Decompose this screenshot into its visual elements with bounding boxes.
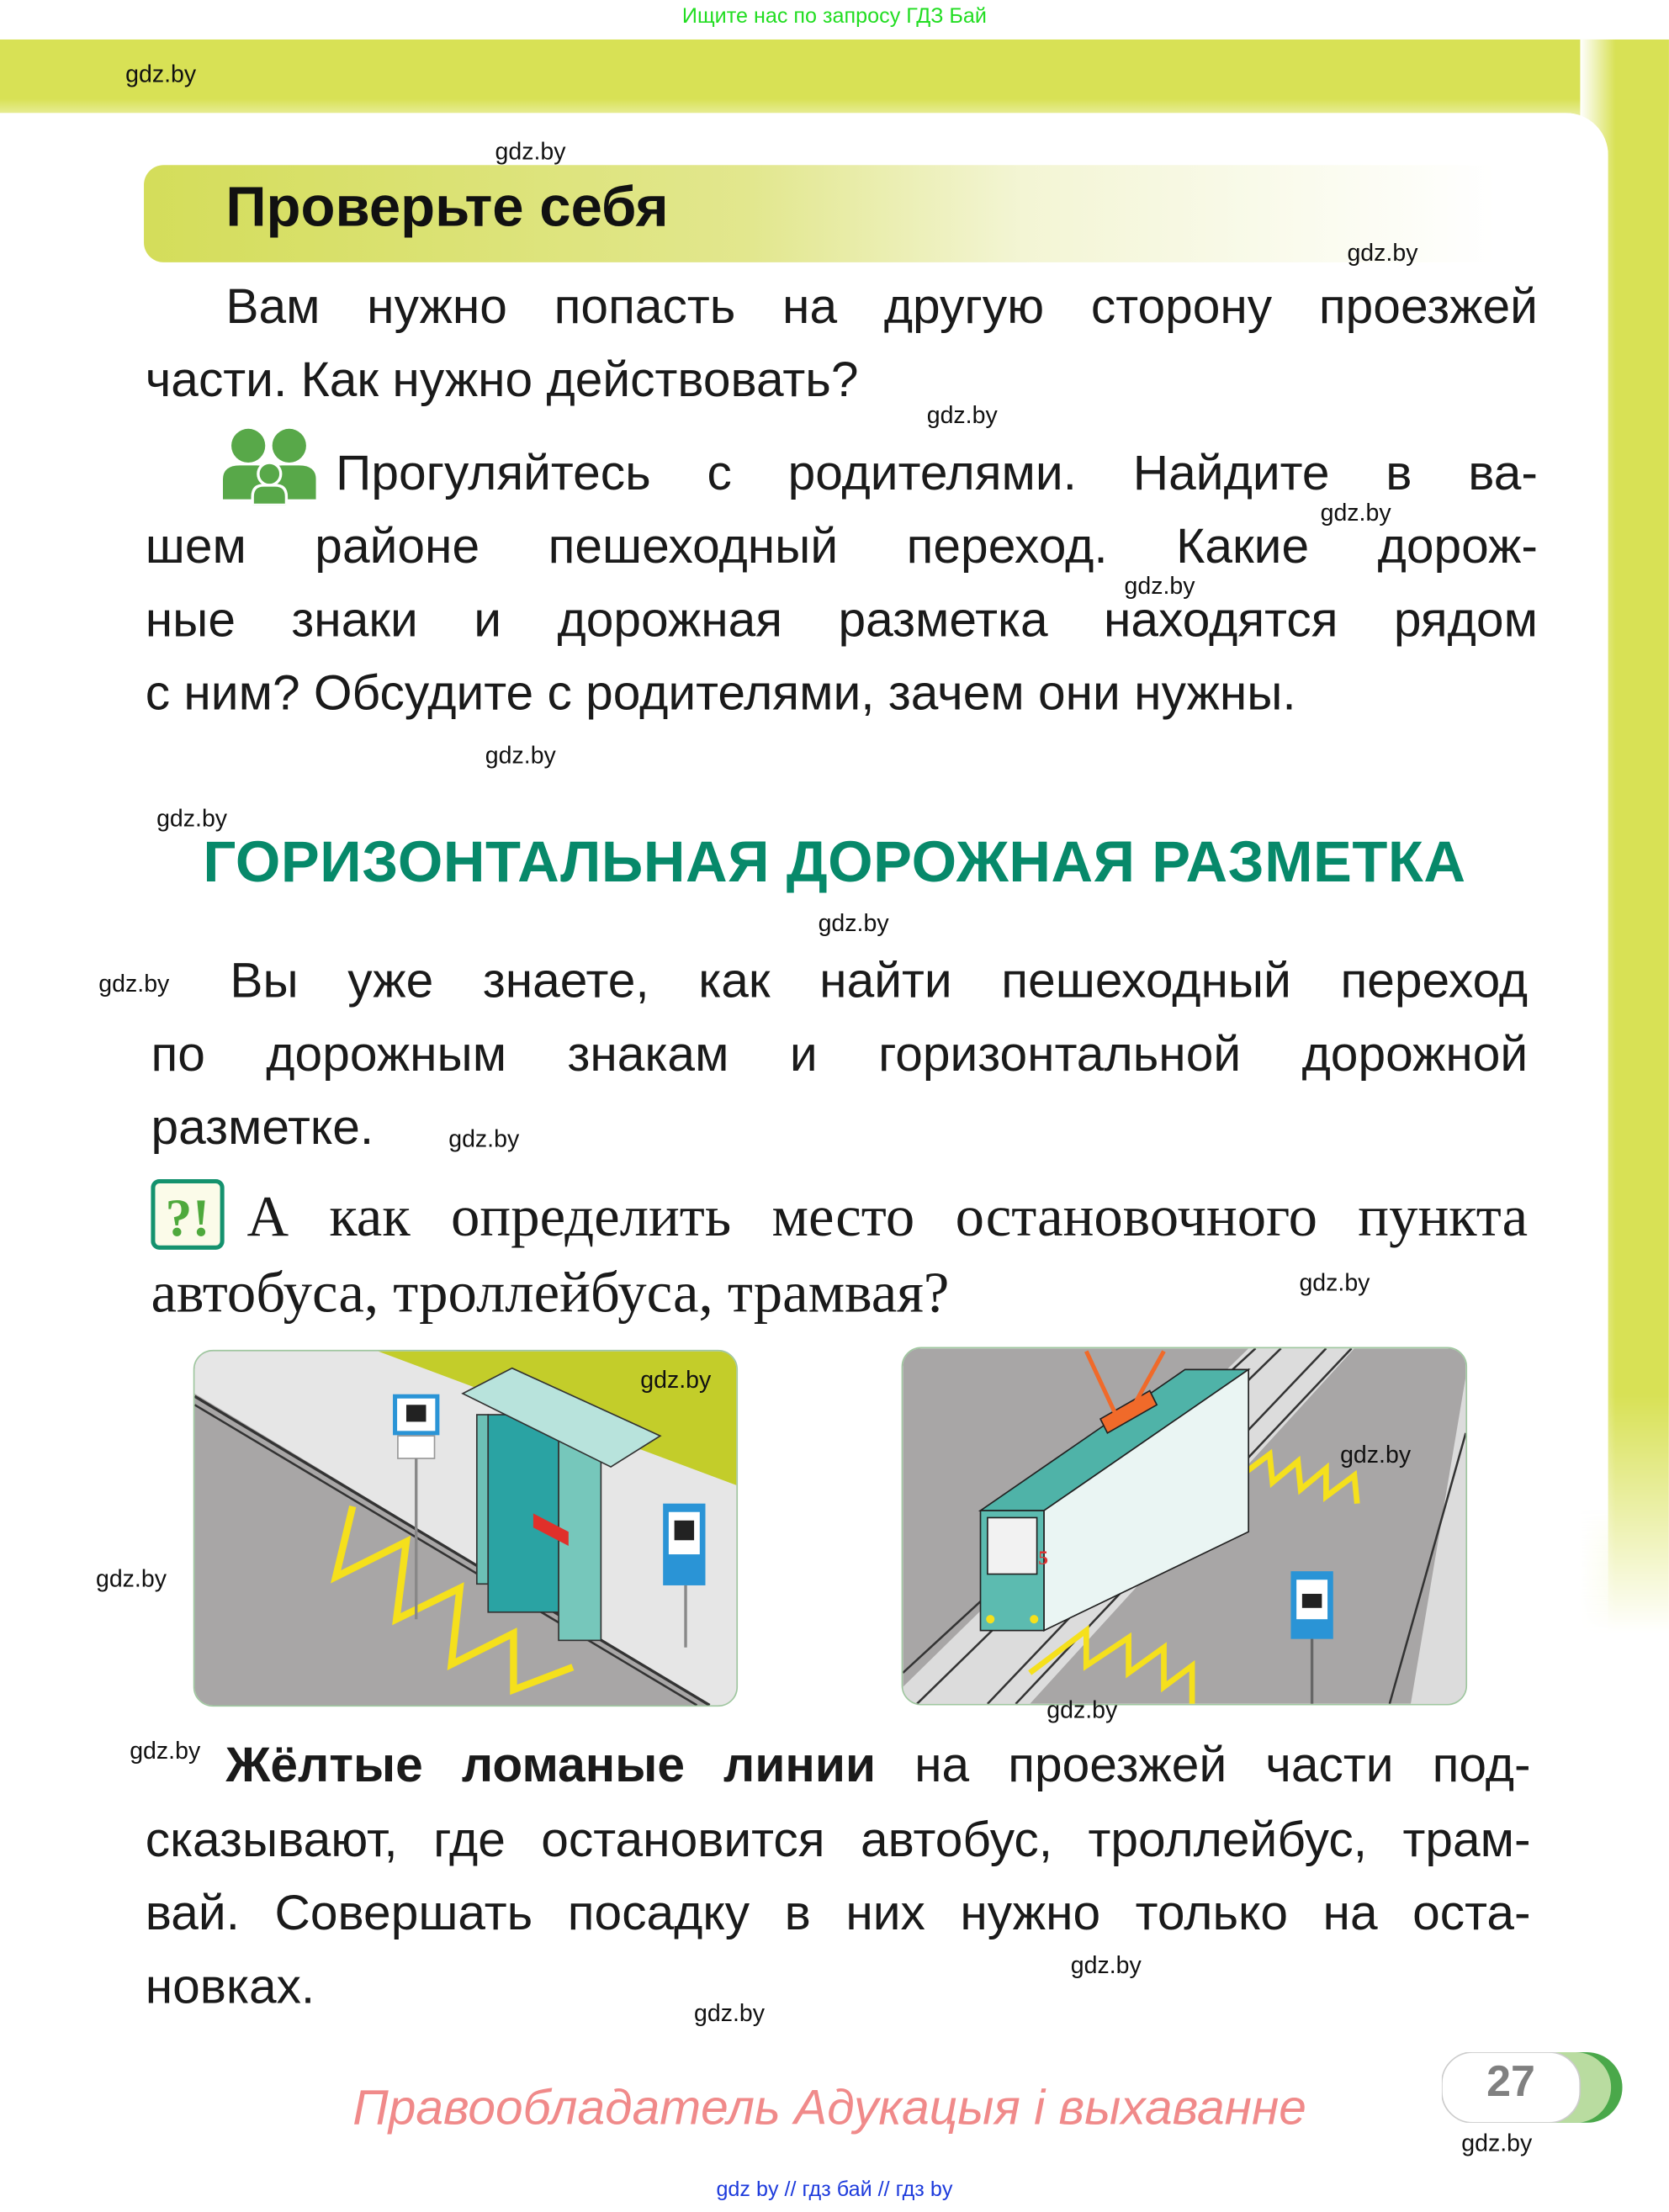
question-line: Вам нужно попасть на другую сторону проезжей [225,279,1538,335]
problem-question-line: А как определить место остановочного пункта [246,1183,1529,1249]
watermark: gdz.by [1124,572,1195,600]
body-line: сказывают, где остановится автобус, троллейбус, трам- [145,1812,1531,1868]
section-title-check: Проверьте себя [225,176,669,239]
watermark: gdz.by [1347,240,1418,267]
tram-number: 5 [1038,1547,1049,1569]
watermark: gdz.by [130,1738,201,1765]
body-rest: на проезжей части под- [876,1738,1531,1793]
watermark: gdz.by [125,61,197,87]
watermark: gdz.by [156,805,228,833]
task-line: шем районе пешеходный переход. Какие дорож- [145,519,1538,574]
watermark: gdz.by [1046,1696,1118,1724]
question-line: части. Как нужно действовать? [145,352,859,408]
watermark: gdz.by [485,742,556,769]
watermark: gdz.by [1070,1951,1142,1979]
bold-lead: Жёлтые ломаные линии [225,1738,877,1793]
page-number: 27 [1486,2056,1535,2106]
watermark: gdz.by [818,909,889,937]
question-badge-icon: ?! [151,1179,224,1250]
tram-stop-illustration [902,1347,1467,1706]
problem-question-line: автобуса, троллейбуса, трамвая? [151,1259,950,1325]
watermark: gdz.by [694,1999,766,2027]
watermark: gdz.by [1320,499,1391,527]
intro-line: разметке. [151,1100,374,1156]
task-line: ные знаки и дорожная разметка находятся рядом [145,592,1538,648]
watermark: gdz.by [95,1565,167,1593]
intro-line: Вы уже знаете, как найти пешеходный переход [230,953,1529,1009]
watermark: gdz.by [1461,2130,1533,2157]
family-icon [223,426,316,505]
watermark: gdz.by [448,1125,520,1153]
body-line-first [225,1729,1530,1802]
task-line: с ним? Обсудите с родителями, зачем они нужны. [145,665,1296,721]
top-search-note[interactable]: Ищите нас по запросу ГДЗ Бай [681,4,987,29]
watermark: gdz.by [1299,1269,1370,1297]
section-title-marking: ГОРИЗОНТАЛЬНАЯ ДОРОЖНАЯ РАЗМЕТКА [203,829,1466,895]
copyright-text: Правообладатель Адукацыя і выхаванне [352,2080,1306,2135]
intro-line: по дорожным знакам и горизонтальной дорожной [151,1026,1529,1082]
body-line: новках. [145,1959,315,2014]
watermark: gdz.by [640,1367,712,1394]
bottom-links[interactable]: gdz by // гдз бай // гдз by [716,2178,953,2202]
bus-stop-illustration [193,1350,738,1707]
task-line: Прогуляйтесь с родителями. Найдите в ва- [336,445,1538,501]
watermark: gdz.by [98,970,170,998]
watermark: gdz.by [1340,1441,1412,1468]
watermark: gdz.by [926,401,998,429]
watermark: gdz.by [495,138,566,166]
body-line: вай. Совершать посадку в них нужно только на оста- [145,1886,1531,1941]
